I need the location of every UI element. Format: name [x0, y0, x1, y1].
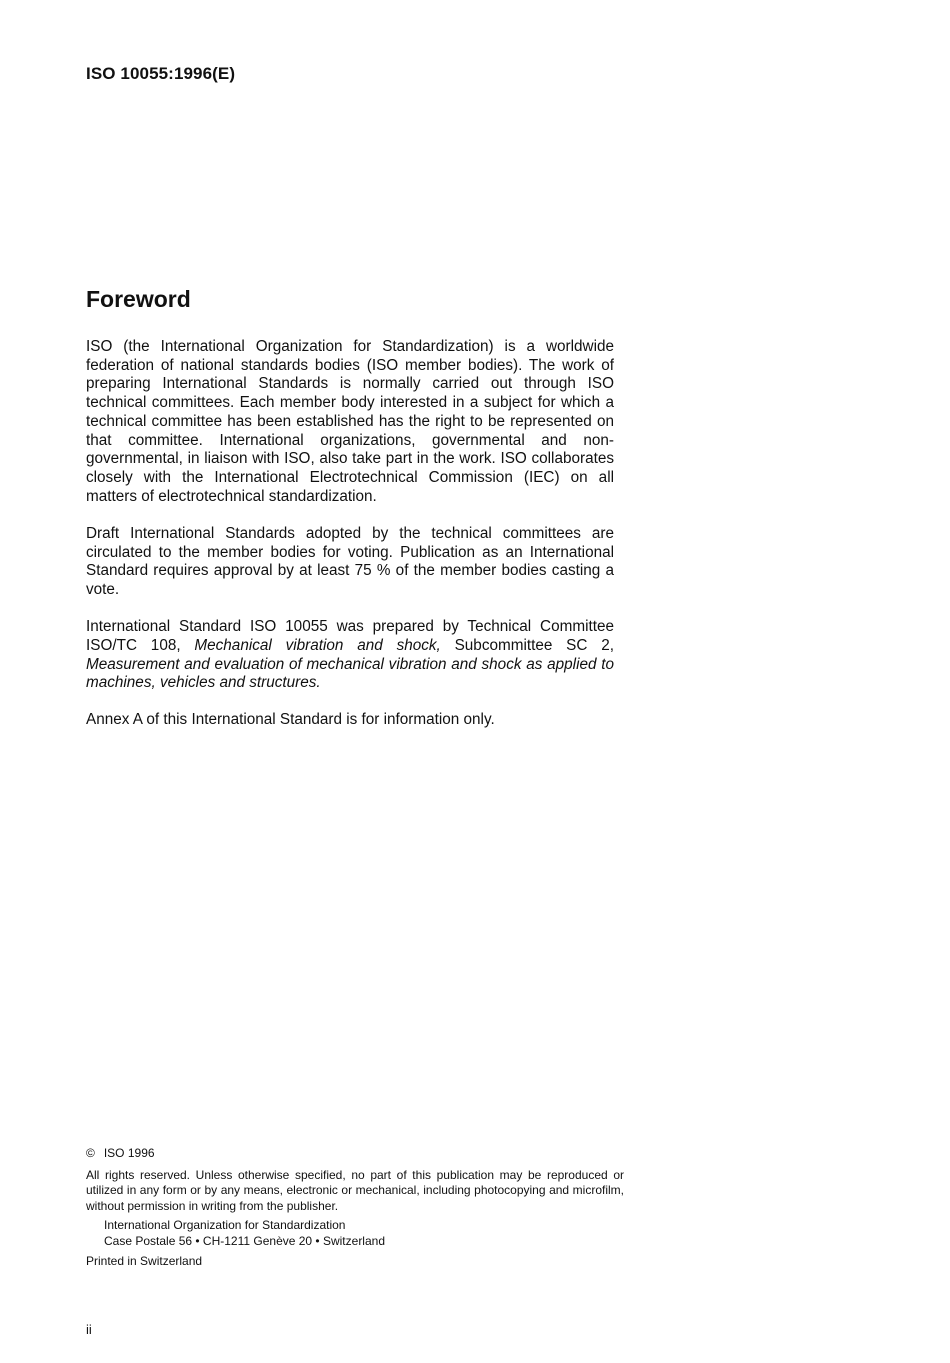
- copyright-icon: ©: [86, 1146, 95, 1160]
- page-number: ii: [86, 1322, 92, 1337]
- publisher-address: [104, 1218, 624, 1249]
- committee-title: Mechanical vibration and shock,: [194, 636, 441, 654]
- paragraph-3-text-a: International Standard ISO 10055 was prepared by Technical Committee ISO/TC 108,: [86, 618, 614, 654]
- foreword-title: Foreword: [86, 286, 191, 312]
- foreword-paragraph-3: [86, 618, 614, 693]
- rights-statement: All rights reserved. Unless otherwise specified, no part of this publication may be reproduced or utilized in any form or by any means, electronic or mechanical, including photocopying and microfilm, without permission in writing from the publisher.: [86, 1167, 624, 1213]
- copyright-line: [86, 1146, 624, 1162]
- foreword-paragraph-2: Draft International Standards adopted by the technical committees are circulated to the member bodies for voting. Publication as an International Standard requires approval by at least 75 % of the member bodies casting a vote.: [86, 524, 614, 598]
- foreword-body: [86, 338, 614, 749]
- paragraph-3-text-b: Subcommittee SC 2,: [440, 636, 615, 654]
- foreword-paragraph-4: Annex A of this International Standard is for information only.: [86, 711, 495, 729]
- copyright-block: [86, 1146, 624, 1270]
- subcommittee-title: Measurement and evaluation of mechanical vibration and shock as applied to machines, vehicles and structures.: [86, 655, 614, 692]
- copyright-text: ISO 1996: [103, 1146, 155, 1160]
- address-line-2: Case Postale 56 • CH-1211 Genève 20 • Switzerland: [104, 1233, 385, 1248]
- printed-in: Printed in Switzerland: [86, 1254, 203, 1268]
- foreword-paragraph-1: ISO (the International Organization for Standardization) is a worldwide federation of national standards bodies (ISO member bodies). The work of preparing International Standards is normally carried out through ISO technical committees. Each member body interested in a subject for which a technical committee has been established has the right to be represented on that committee. International organizations, governmental and non-governmental, in liaison with ISO, also take part in the work. ISO collaborates closely with the International Electrotechnical Commission (IEC) on all matters of electrotechnical standardization.: [86, 338, 614, 505]
- document-id-header: ISO 10055:1996(E): [86, 64, 236, 83]
- address-line-1: International Organization for Standardization: [104, 1218, 346, 1232]
